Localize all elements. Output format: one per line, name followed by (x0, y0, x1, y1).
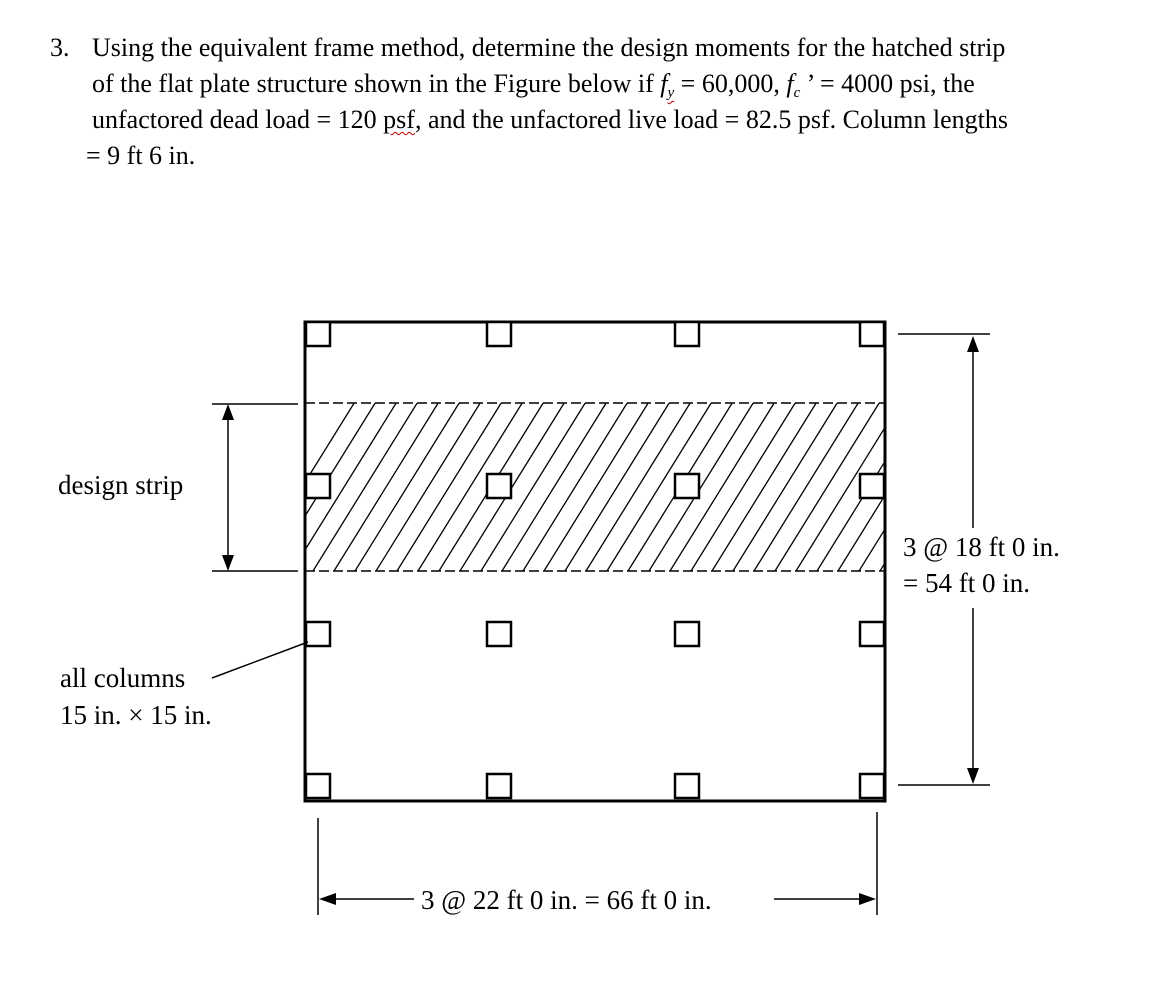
hatch-line (691, 403, 795, 571)
hatch-line (712, 403, 816, 571)
slab-outline (305, 322, 885, 801)
hatch-line (523, 403, 627, 571)
design-strip-label: design strip (58, 470, 184, 500)
line2-text-b: = 60,000, (674, 69, 787, 98)
horizontal-dim-arrow-right (859, 893, 876, 905)
column-square (306, 622, 330, 646)
column-square (487, 622, 511, 646)
hatch-line (250, 403, 354, 571)
column-square (675, 322, 699, 346)
vertical-dim-arrow-up (967, 336, 979, 352)
columns (306, 322, 884, 798)
hatch-line (733, 403, 837, 571)
horizontal-dimension-label: 3 @ 22 ft 0 in. = 66 ft 0 in. (421, 885, 712, 915)
column-square (306, 322, 330, 346)
hatch-line (544, 403, 648, 571)
problem-line-1: Using the equivalent frame method, determine the design moments for the hatched strip (92, 33, 1006, 62)
column-square (675, 774, 699, 798)
column-square (675, 474, 699, 498)
fy-symbol: f (660, 69, 668, 98)
column-square (487, 774, 511, 798)
problem-line-4: = 9 ft 6 in. (86, 141, 196, 170)
column-square (860, 622, 884, 646)
hatch-line (355, 403, 459, 571)
vertical-dimension-line-2: = 54 ft 0 in. (903, 568, 1030, 598)
hatch-line (649, 403, 753, 571)
vertical-dimension-line-1: 3 @ 18 ft 0 in. (903, 532, 1060, 562)
line3-text-b: , and the unfactored live load = 82.5 psf. Column lengths (414, 105, 1009, 134)
vertical-dim-arrow-down (967, 768, 979, 784)
psf-word: psf (383, 105, 415, 134)
hatch-line (376, 403, 480, 571)
column-square (487, 322, 511, 346)
column-square (860, 474, 884, 498)
line3-text-a: unfactored dead load = 120 (92, 105, 384, 134)
hatch-line (334, 403, 438, 571)
line2-text-c: ’ = 4000 psi, the (800, 69, 975, 98)
column-square (860, 774, 884, 798)
design-strip-arrow-up (222, 404, 234, 420)
column-square (487, 474, 511, 498)
fc-subscript: c (793, 85, 801, 101)
line2-text-a: of the flat plate structure shown in the Figure below if (92, 69, 661, 98)
problem-number: 3. (50, 33, 70, 62)
horizontal-dim-arrow-left (319, 893, 336, 905)
columns-label-line-1: all columns (60, 663, 186, 693)
hatch-line (565, 403, 669, 571)
columns-label-line-2: 15 in. × 15 in. (60, 700, 212, 730)
hatch-line (502, 403, 606, 571)
columns-leader-line (212, 642, 308, 678)
column-square (306, 474, 330, 498)
column-square (860, 322, 884, 346)
column-square (306, 774, 330, 798)
fy-subscript: y (667, 85, 675, 101)
fc-symbol: f (786, 69, 794, 98)
column-square (675, 622, 699, 646)
design-strip-arrow-down (222, 555, 234, 571)
hatch-line (754, 403, 858, 571)
hatch-line (397, 403, 501, 571)
